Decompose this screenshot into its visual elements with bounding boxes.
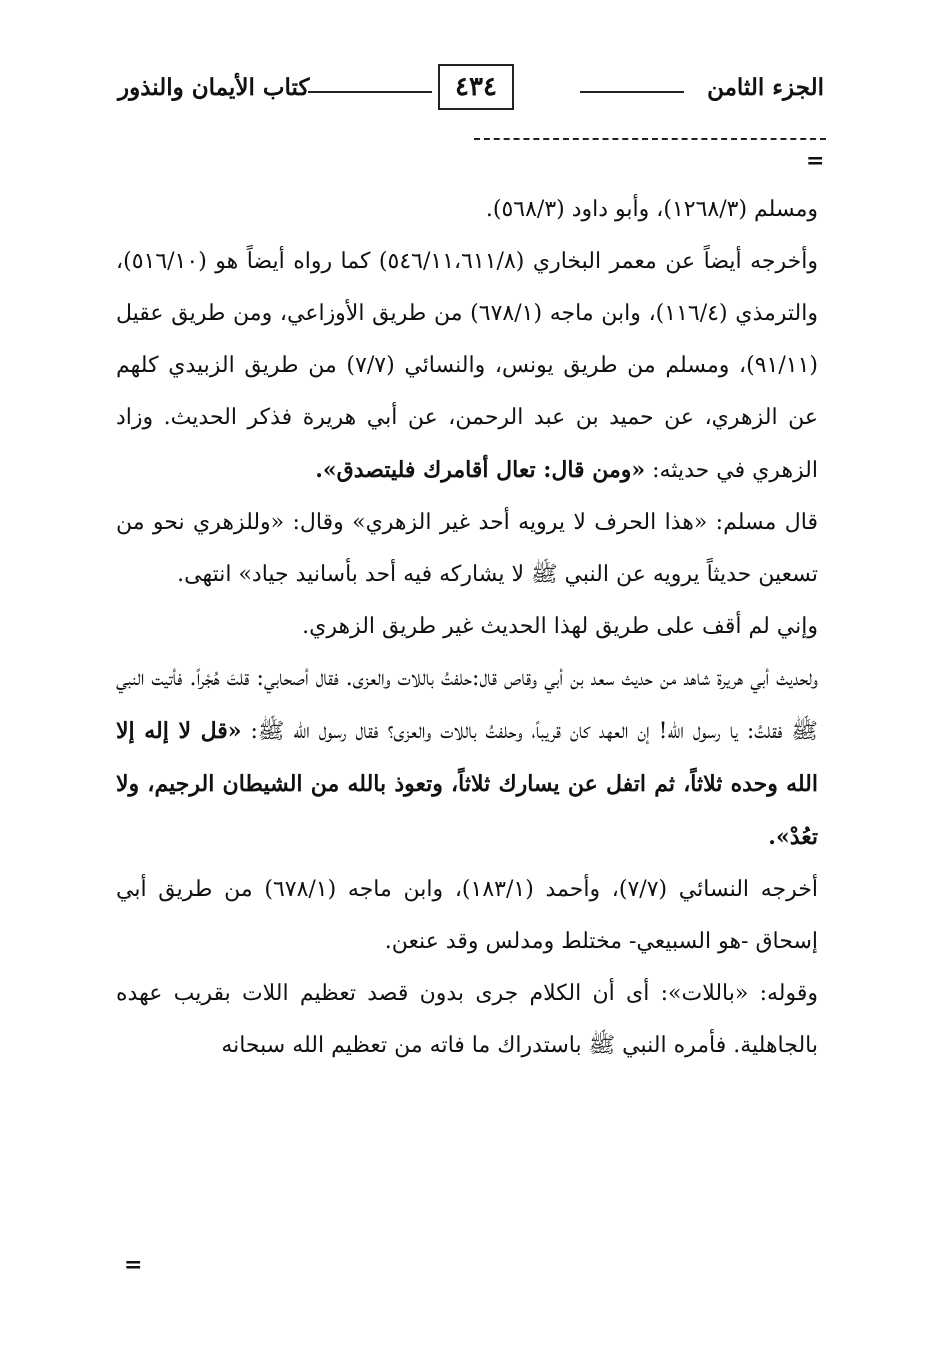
header-rule-left bbox=[308, 91, 432, 93]
paragraph-5 bbox=[116, 653, 818, 864]
paragraph-4-text: وإني لم أقف على طريق لهذا الحديث غير طريق الزهري. bbox=[302, 614, 818, 639]
paragraph-3 bbox=[116, 497, 818, 601]
paragraph-4 bbox=[116, 601, 818, 653]
paragraph-1 bbox=[116, 184, 818, 236]
prophet-reply-quote: «قل لا إله إلا الله وحده ثلاثاً، ثم اتفل عن يسارك ثلاثاً، وتعوذ بالله من الشيطان الرجيم، ولا تعُدْ». bbox=[116, 718, 818, 850]
footnote-text bbox=[116, 184, 818, 1072]
page-number-box: ٤٣٤ bbox=[438, 64, 514, 110]
part-label: الجزء الثامن bbox=[707, 74, 824, 101]
paragraph-3-text: قال مسلم: «هذا الحرف لا يرويه أحد غير الزهري» وقال: «وللزهري نحو من تسعين حديثاً يرويه عن النبي ﷺ لا يشاركه فيه أحد بأسانيد جياد» انتهى. bbox=[116, 510, 818, 587]
paragraph-7-text: وقوله: «باللات»: أى أن الكلام جرى بدون قصد تعظيم اللات بقريب عهده بالجاهلية. فأمره النبي ﷺ باستدراك ما فاته من تعظيم الله سبحانه bbox=[116, 981, 818, 1058]
paragraph-1-text: ومسلم (١٢٦٨/٣)، وأبو داود (٥٦٨/٣). bbox=[485, 197, 818, 222]
footnote-separator bbox=[474, 138, 826, 140]
zuhri-addition-quote: «ومن قال: تعال أقامرك فليتصدق». bbox=[315, 457, 646, 483]
paragraph-7 bbox=[116, 968, 818, 1072]
continuation-mark-top: = bbox=[806, 148, 825, 174]
paragraph-5-text: ولحديث أبي هريرة شاهد من حديث سعد بن أبي وقاص قال:حلفتُ باللات والعزى. فقال أصحابي: قلتَ هُجْراً. فأتيت النبي ﷺ فقلتُ: يا رسول الله! إن العهد كان قريباً، وحلفتُ باللات والعزى؟ فقال رسول الله ﷺ: bbox=[116, 666, 818, 744]
running-header bbox=[118, 64, 824, 124]
paragraph-6-text: أخرجه النسائي (٧/٧)، وأحمد (١٨٣/١)، وابن ماجه (٦٧٨/١) من طريق أبي إسحاق -هو السبيعي- مختلط ومدلس وقد عنعن. bbox=[116, 877, 818, 954]
paragraph-2-text: وأخرجه أيضاً عن معمر البخاري (٥٤٦/١١،٦١١/٨) كما رواه أيضاً هو (٥١٦/١٠)، والترمذي (١١٦/٤)، وابن ماجه (٦٧٨/١) من طريق الأوزاعي، ومن طريق عقيل (٩١/١١)، ومسلم من طريق يونس، والنسائي (٧/٧) من طريق الزبيدي كلهم عن الزهري، عن حميد بن عبد الرحمن، عن أبي هريرة فذكر الحديث. وزاد الزهري في حديثه: bbox=[116, 249, 819, 483]
paragraph-6 bbox=[116, 864, 818, 968]
header-rule-right bbox=[580, 91, 684, 93]
book-title: كتاب الأيمان والنذور bbox=[118, 74, 310, 101]
paragraph-2 bbox=[116, 236, 818, 497]
continuation-mark-bottom: = bbox=[124, 1252, 143, 1278]
